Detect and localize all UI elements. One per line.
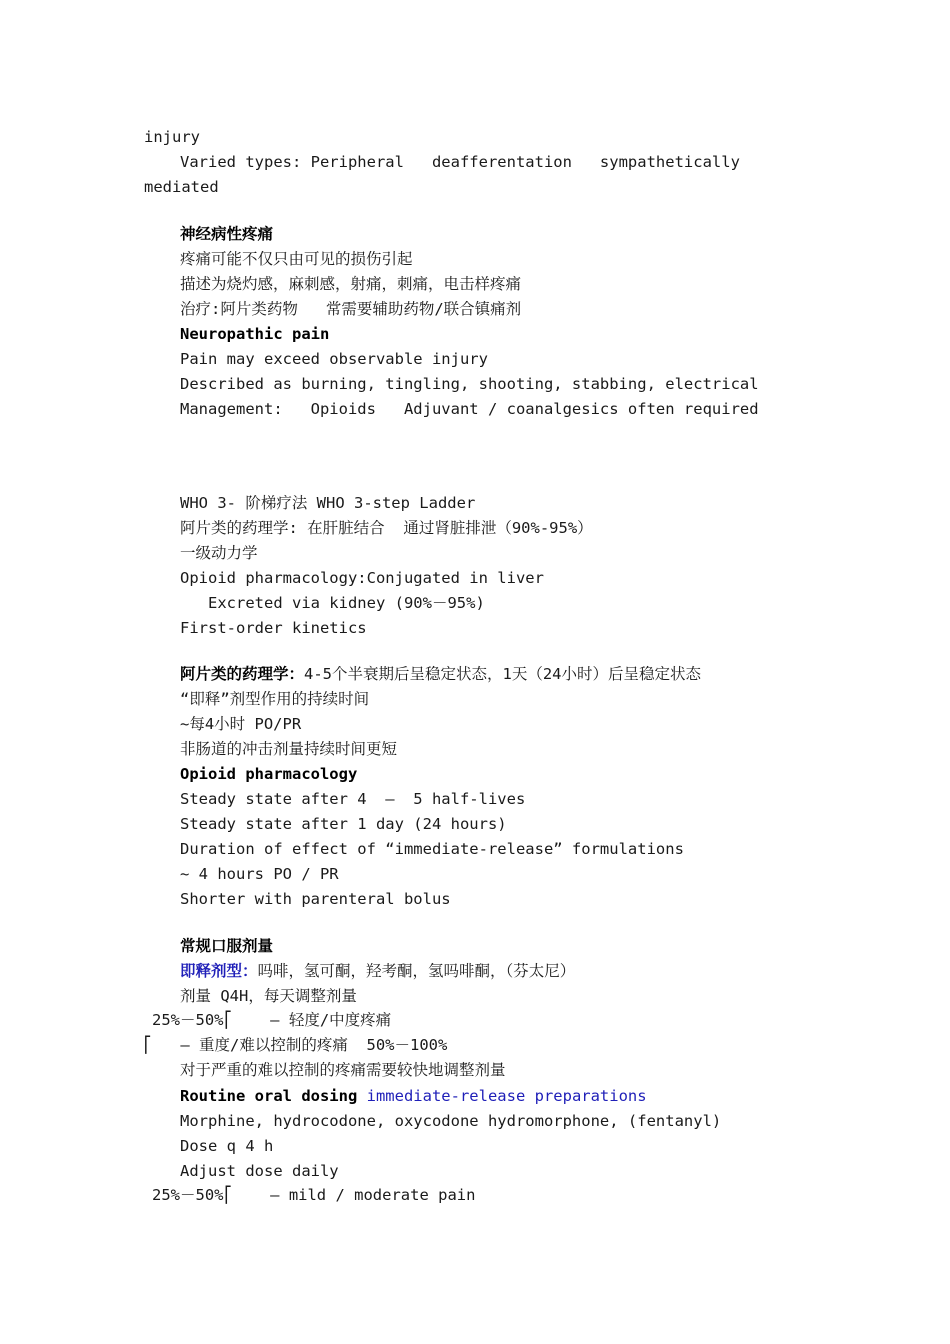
text-line: 一级动力学: [180, 544, 258, 562]
text-line: Steady state after 1 day (24 hours): [180, 815, 507, 833]
text-line: [180, 961, 575, 981]
text-line: Described as burning, tingling, shooting, stabbing, electrical: [180, 375, 759, 393]
text-line: injury: [144, 128, 200, 146]
inline-text: 4-5个半衰期后呈稳定状态，1天（24小时）后呈稳定状态: [304, 665, 702, 683]
text-line: Varied types: Peripheral deafferentation sympathetically: [180, 153, 740, 171]
text-line: Dose q 4 h: [180, 1137, 274, 1155]
text-line: Adjust dose daily: [180, 1162, 339, 1180]
text-line: Pain may exceed observable injury: [180, 350, 488, 368]
text-line: Morphine, hydrocodone, oxycodone hydromorphone, (fentanyl): [180, 1112, 722, 1130]
text-line: 描述为烧灼感，麻刺感，射痛，刺痛，电击样疼痛: [180, 275, 522, 293]
text-line: ~每4小时 PO/PR: [180, 715, 302, 733]
inline-text: 吗啡，氢可酮，羟考酮，氢吗啡酮，（芬太尼）: [257, 962, 576, 980]
text-line: [180, 1086, 647, 1106]
section-heading: 神经病性疼痛: [180, 225, 274, 243]
inline-heading: Routine oral dosing: [180, 1087, 367, 1105]
text-line: 阿片类的药理学: 在肝脏结合 通过肾脏排泄（90%-95%）: [180, 519, 593, 537]
text-line: Opioid pharmacology:Conjugated in liver: [180, 569, 544, 587]
text-line: Excreted via kidney (90%－95%): [180, 594, 485, 612]
text-line: Shorter with parenteral bolus: [180, 890, 451, 908]
text-line: 非肠道的冲击剂量持续时间更短: [180, 740, 398, 758]
text-line: 疼痛可能不仅只由可见的损伤引起: [180, 250, 413, 268]
text-line: First-order kinetics: [180, 619, 367, 637]
text-line: ~ 4 hours PO / PR: [180, 865, 339, 883]
text-line: Steady state after 4 – 5 half-lives: [180, 790, 526, 808]
text-line: 25%－50%⎡ – 轻度/中度疼痛: [152, 1011, 392, 1029]
section-heading: 常规口服剂量: [180, 937, 274, 955]
text-line: WHO 3- 阶梯疗法 WHO 3-step Ladder: [180, 494, 476, 512]
inline-heading: 阿片类的药理学：: [180, 665, 305, 683]
text-line: ⎡ – 重度/难以控制的疼痛 50%－100%: [143, 1036, 448, 1054]
section-heading: Neuropathic pain: [180, 325, 330, 343]
text-line: Management: Opioids Adjuvant / coanalgesics often required: [180, 400, 759, 418]
text-line: [180, 664, 701, 684]
inline-heading: 即释剂型：: [180, 962, 258, 980]
inline-highlight: immediate-release preparations: [366, 1087, 647, 1105]
text-line: “即释”剂型作用的持续时间: [180, 690, 370, 708]
text-line: 25%－50%⎡ – mild / moderate pain: [152, 1186, 476, 1204]
section-heading: Opioid pharmacology: [180, 765, 358, 783]
text-line: mediated: [144, 178, 219, 196]
text-line: 剂量 Q4H，每天调整剂量: [180, 987, 357, 1005]
text-line: 对于严重的难以控制的疼痛需要较快地调整剂量: [180, 1061, 506, 1079]
text-line: 治疗:阿片类药物 常需要辅助药物/联合镇痛剂: [180, 300, 522, 318]
text-line: Duration of effect of “immediate-release” formulations: [180, 840, 684, 858]
